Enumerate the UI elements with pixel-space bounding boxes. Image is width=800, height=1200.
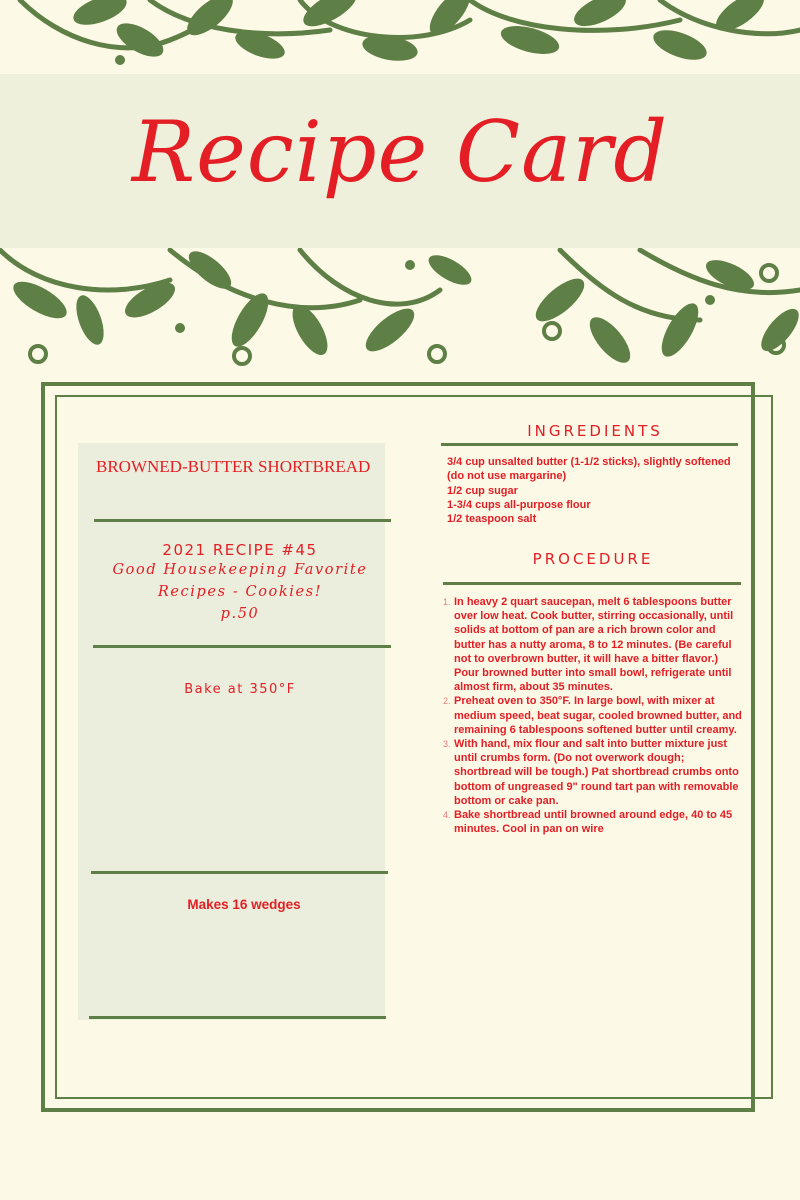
procedure-list	[443, 595, 743, 836]
step-number: 2.	[443, 696, 451, 707]
bake-temperature: Bake at 350°F	[184, 682, 296, 697]
recipe-info-panel	[78, 443, 385, 1020]
procedure-step	[443, 737, 743, 808]
recipe-number: 2021 RECIPE #45	[162, 541, 318, 559]
divider	[94, 519, 391, 522]
recipe-source	[80, 559, 400, 625]
step-text: Bake shortbread until browned around edge, 40 to 45 minutes. Cool in pan on wire	[454, 809, 733, 836]
step-text: With hand, mix flour and salt into butter mixture just until crumbs form. (Do not overwork dough; shortbread will be tough.) Pat shortbread crumbs onto bottom of ungreased 9" round tart pan with removable bottom or cake pan.	[454, 738, 739, 807]
ingredient-item: 3/4 cup unsalted butter (1-1/2 sticks), slightly softened (do not use margarine)	[447, 456, 731, 483]
step-text: In heavy 2 quart saucepan, melt 6 tablespoons butter over low heat. Cook butter, stirring occasionally, until solids at bottom of pan are a rich brown color and butter has a nutty aroma, 8 to 12 minutes. (Be careful not to overbrown butter, it will have a bitter flavor.) Pour browned butter into small bowl, refrigerate until almost firm, about 35 minutes.	[454, 596, 734, 694]
source-line: Good Housekeeping Favorite	[112, 562, 368, 578]
ingredients-heading: INGREDIENTS	[527, 422, 663, 440]
divider	[91, 871, 388, 874]
procedure-step	[443, 595, 743, 694]
divider	[89, 1016, 386, 1019]
ingredient-item: 1/2 teaspoon salt	[447, 513, 537, 526]
procedure-heading: PROCEDURE	[532, 550, 654, 568]
recipe-title: BROWNED-BUTTER SHORTBREAD	[96, 457, 371, 476]
ingredients-list	[447, 455, 747, 526]
recipe-yield: Makes 16 wedges	[187, 897, 301, 912]
divider	[443, 582, 741, 585]
divider	[93, 645, 391, 648]
step-number: 1.	[443, 597, 451, 607]
ingredient-item: 1-3/4 cups all-purpose flour	[447, 498, 591, 511]
step-number: 3.	[443, 739, 451, 750]
procedure-step	[443, 808, 743, 836]
step-text: Preheat oven to 350°F. In large bowl, with mixer at medium speed, beat sugar, cooled browned butter, and remaining 6 tablespoons softened butter until creamy.	[454, 695, 742, 736]
page-title: Recipe Card	[131, 103, 669, 201]
procedure-step	[443, 694, 743, 737]
ingredient-item: 1/2 cup sugar	[447, 484, 518, 497]
source-page: p.50	[220, 606, 260, 622]
divider	[441, 443, 738, 446]
source-line: Recipes - Cookies!	[157, 584, 323, 600]
step-number: 4.	[443, 810, 451, 821]
